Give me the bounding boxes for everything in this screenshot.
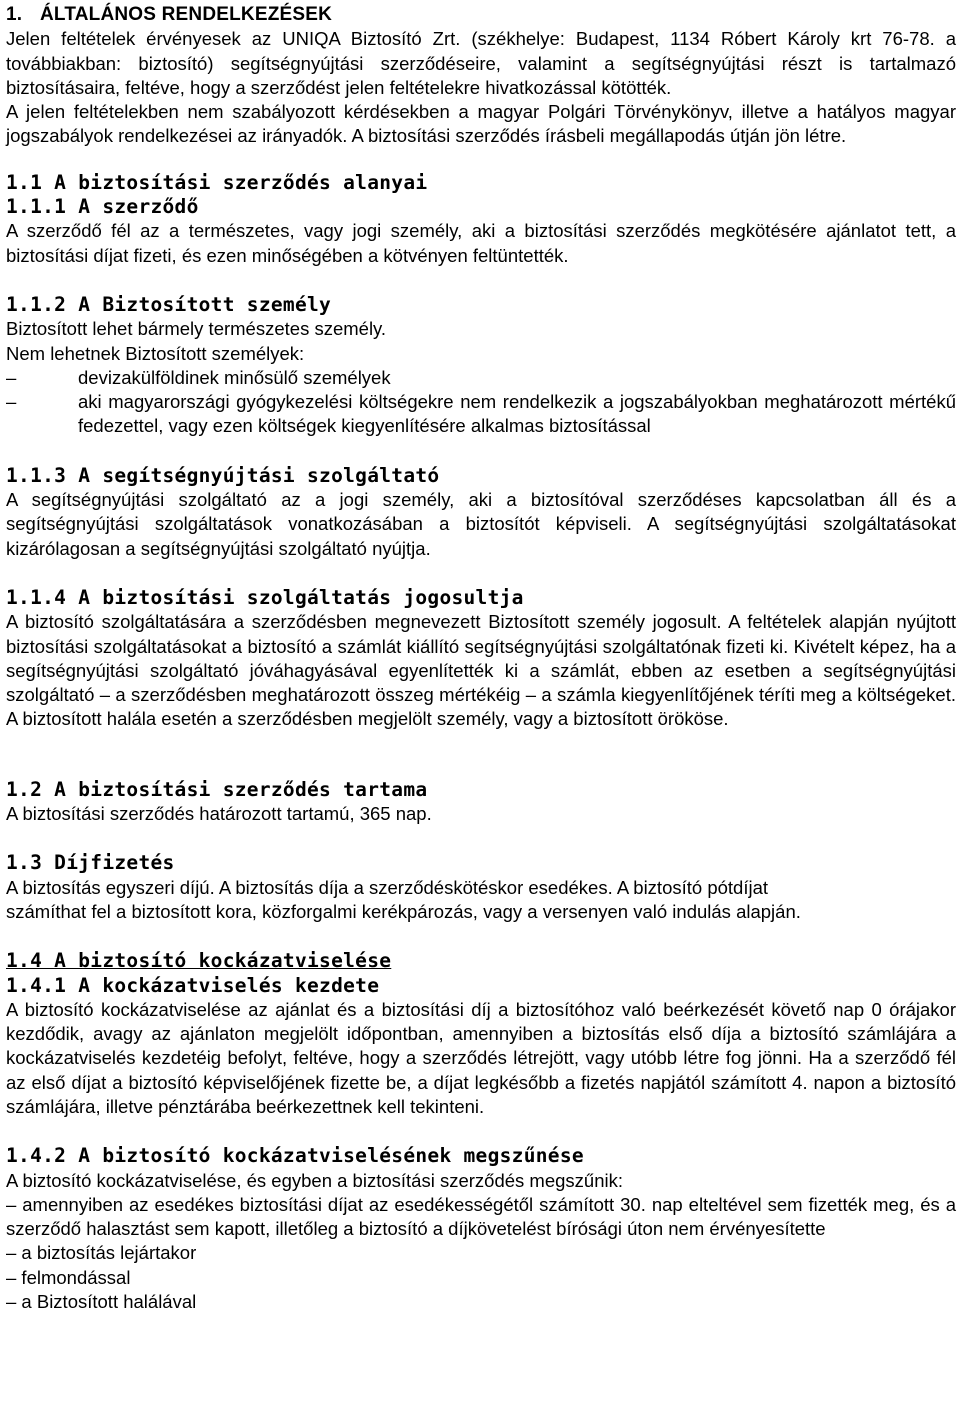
section-1-1-3-text: A segítségnyújtási szolgáltató az a jogi személy, aki a biztosítóval szerződéses kapcsolatban áll és a segítségnyújtási szolgáltatások vonatkozásában a biztosítót képviseli. A segítségnyújtási szolgáltatásokat kizárólagosan a segítségnyújtási szolgáltató nyújtja.	[6, 489, 956, 559]
document-page	[6, 3, 956, 1314]
section-1-1-2-line-2: Nem lehetnek Biztosított személyek:	[6, 342, 305, 364]
termination-item-3: – felmondással	[6, 1266, 131, 1288]
section-1-1-4-text: A biztosító szolgáltatására a szerződésben megnevezett Biztosított személy jogosult. A feltételek alapján nyújtott biztosítási szolgáltatásokat a biztosító a számlát kiállító segítségnyújtási szolgáltatónak fizeti ki. Kivételt képez, ha a segítségnyújtási szolgáltató jóváhagyásával egyenlítették ki a számlát, ebben az esetben a segítségnyújtási szolgáltató – a szerződésben meghatározott összeg mértékéig – a számla kiegyenlítőjének téríti meg a költségeket. A biztosított halála esetén a szerződésben megjelölt személy, vagy a biztosított örököse.	[6, 611, 956, 730]
section-1-1-2-line-1: Biztosított lehet bármely természetes személy.	[6, 318, 387, 340]
section-1-4-1-heading: 1.4.1 A kockázatviselés kezdete	[6, 973, 380, 997]
section-1-3-line-2: számíthat fel a biztosított kora, közforgalmi kerékpározás, vagy a versenyen való indulás alapján.	[6, 900, 801, 922]
termination-item-4: – a Biztosított halálával	[6, 1291, 197, 1313]
excluded-person-item-1	[6, 366, 956, 390]
section-1-1-3-heading: 1.1.3 A segítségnyújtási szolgáltató	[6, 463, 440, 487]
section-1-3-heading: 1.3 Díjfizetés	[6, 851, 175, 875]
section-1-3-line-1: A biztosítás egyszeri díjú. A biztosítás díja a szerződéskötéskor esedékes. A biztosító pótdíjat	[6, 876, 769, 898]
termination-item-1: – amennyiben az esedékes biztosítási díjat az esedékességétől számított 30. nap elteltével sem fizették meg, és a szerződő halasztást sem kapott, illetőleg a biztosító a díjkövetelést bírósági úton nem érvényesítette	[6, 1193, 956, 1240]
section-1-1-1-text: A szerződő fél az a természetes, vagy jogi személy, aki a biztosítási szerződés megkötésére ajánlatot tett, a biztosítási díjat fizeti, és ezen minőségében a kötvényen feltüntették.	[6, 220, 956, 266]
section-1-2-heading: 1.2 A biztosítási szerződés tartama	[6, 777, 428, 801]
section-1-paragraph-2: A jelen feltételekben nem szabályozott kérdésekben a magyar Polgári Törvénykönyv, illetve a hatályos magyar jogszabályok rendelkezései az irányadók. A biztosítási szerződés írásbeli megállapodás útján jön létre.	[6, 101, 956, 147]
dash-bullet: –	[6, 391, 17, 413]
termination-item-2: – a biztosítás lejártakor	[6, 1242, 197, 1264]
section-1-1-4-heading: 1.1.4 A biztosítási szolgáltatás jogosultja	[6, 585, 524, 609]
section-1-4-heading: 1.4 A biztosító kockázatviselése	[6, 949, 392, 973]
section-1-4-2-heading: 1.4.2 A biztosító kockázatviselésének megszűnése	[6, 1144, 584, 1168]
excluded-person-item-2	[6, 390, 956, 439]
dash-bullet: –	[6, 366, 17, 388]
section-1-1-1-heading: 1.1.1 A szerződő	[6, 195, 199, 219]
section-1-1-heading: 1.1 A biztosítási szerződés alanyai	[6, 170, 428, 194]
section-1-1-2-heading: 1.1.2 A Biztosított személy	[6, 292, 332, 316]
excluded-person-text: devizakülföldinek minősülő személyek	[78, 366, 391, 388]
excluded-person-text: aki magyarországi gyógykezelési költségekre nem rendelkezik a jogszabályokban meghatározott mértékű fedezettel, vagy ezen költségek kiegyenlítésére alkalmas biztosítással	[78, 391, 956, 437]
section-1-4-2-intro: A biztosító kockázatviselése, és egyben a biztosítási szerződés megszűnik:	[6, 1169, 623, 1191]
section-1-heading: 1. ÁLTALÁNOS RENDELKEZÉSEK	[6, 4, 333, 25]
section-1-title: ÁLTALÁNOS RENDELKEZÉSEK	[40, 4, 333, 25]
section-1-4-1-text: A biztosító kockázatviselése az ajánlat és a biztosítási díj a biztosítóhoz való beérkezését követő nap 0 órájakor kezdődik, avagy az ajánlaton megjelölt időpontban, amennyiben a biztosítás első díja a biztosító számlájára a kockázatviselés kezdetéig befolyt, feltéve, hogy a szerződés létrejött, vagy utóbb létre fog jönni. Ha a szerződő fél az első díjat a biztosító képviselőjének fizette be, a díjat legkésőbb a fizetés napjától számított 4. napon a biztosító számlájára, illetve pénztárába beérkezettnek kell tekinteni.	[6, 998, 956, 1117]
section-1-2-text: A biztosítási szerződés határozott tartamú, 365 nap.	[6, 803, 432, 825]
section-1-paragraph-1: Jelen feltételek érvényesek az UNIQA Biztosító Zrt. (székhelye: Budapest, 1134 Róbert Károly krt 76-78. a továbbiakban: biztosító) segítségnyújtási szerződéseire, valamint a segítségnyújtási részt is tartalmazó biztosításaira, feltéve, hogy a szerződést jelen feltételekre hivatkozással kötötték.	[6, 28, 956, 98]
